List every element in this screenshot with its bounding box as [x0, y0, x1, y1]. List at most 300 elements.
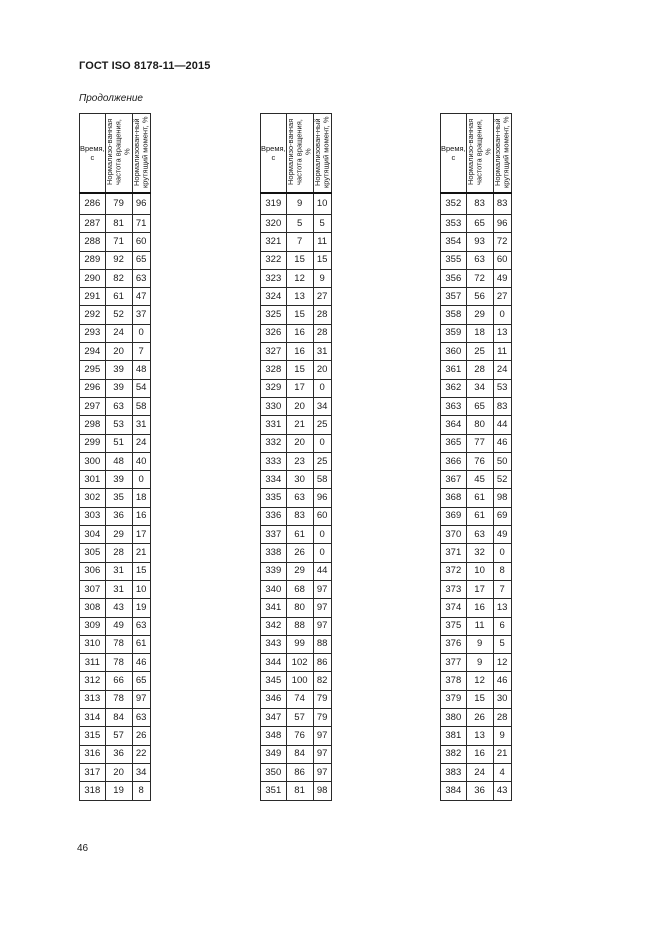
torque-cell: 24 [132, 434, 150, 452]
torque-cell: 30 [493, 690, 511, 708]
torque-cell: 22 [132, 745, 150, 763]
table-row [80, 193, 151, 215]
torque-cell: 0 [313, 379, 331, 397]
torque-cell: 0 [313, 434, 331, 452]
table-row [80, 343, 151, 361]
speed-cell: 78 [105, 654, 132, 672]
time-cell: 311 [80, 654, 106, 672]
torque-cell: 98 [313, 782, 331, 800]
speed-cell: 36 [105, 745, 132, 763]
table-row [80, 397, 151, 415]
torque-cell: 0 [313, 526, 331, 544]
speed-cell: 31 [105, 562, 132, 580]
speed-cell: 26 [466, 709, 493, 727]
speed-cell: 30 [286, 471, 313, 489]
torque-cell: 96 [132, 193, 150, 215]
torque-column-header [313, 114, 331, 194]
table-row [80, 599, 151, 617]
torque-cell: 7 [132, 343, 150, 361]
speed-cell: 21 [286, 416, 313, 434]
torque-cell: 16 [132, 507, 150, 525]
table-row [441, 233, 512, 251]
time-cell: 323 [261, 269, 287, 287]
table-row [80, 489, 151, 507]
table-row [441, 416, 512, 434]
speed-cell: 16 [286, 324, 313, 342]
torque-cell: 58 [132, 397, 150, 415]
time-cell: 353 [441, 215, 467, 233]
speed-cell: 82 [105, 269, 132, 287]
time-cell: 338 [261, 544, 287, 562]
speed-cell: 36 [466, 782, 493, 800]
torque-cell: 79 [313, 690, 331, 708]
table-row [261, 782, 332, 800]
time-cell: 330 [261, 397, 287, 415]
torque-cell: 97 [313, 763, 331, 781]
speed-cell: 63 [105, 397, 132, 415]
speed-cell: 65 [466, 397, 493, 415]
torque-cell: 97 [313, 727, 331, 745]
time-cell: 313 [80, 690, 106, 708]
time-cell: 329 [261, 379, 287, 397]
torque-cell: 7 [493, 580, 511, 598]
speed-cell: 34 [466, 379, 493, 397]
time-cell: 302 [80, 489, 106, 507]
time-cell: 376 [441, 635, 467, 653]
table-row [261, 193, 332, 215]
speed-cell: 53 [105, 416, 132, 434]
table-row [261, 233, 332, 251]
torque-cell: 17 [132, 526, 150, 544]
speed-cell: 49 [105, 617, 132, 635]
speed-cell: 79 [105, 193, 132, 215]
table-row [261, 489, 332, 507]
table-row [441, 193, 512, 215]
time-cell: 368 [441, 489, 467, 507]
torque-cell: 13 [493, 599, 511, 617]
table-row [441, 763, 512, 781]
time-cell: 336 [261, 507, 287, 525]
time-cell: 380 [441, 709, 467, 727]
torque-cell: 18 [132, 489, 150, 507]
time-cell: 289 [80, 251, 106, 269]
time-cell: 317 [80, 763, 106, 781]
torque-cell: 97 [313, 599, 331, 617]
time-cell: 295 [80, 361, 106, 379]
table-row [441, 452, 512, 470]
table-row [80, 288, 151, 306]
speed-cell: 15 [466, 690, 493, 708]
speed-cell: 39 [105, 379, 132, 397]
speed-cell: 86 [286, 763, 313, 781]
speed-cell: 5 [286, 215, 313, 233]
speed-cell: 61 [105, 288, 132, 306]
time-cell: 314 [80, 709, 106, 727]
time-cell: 300 [80, 452, 106, 470]
torque-cell: 37 [132, 306, 150, 324]
torque-cell: 63 [132, 269, 150, 287]
table-row [261, 452, 332, 470]
speed-cell: 52 [105, 306, 132, 324]
torque-cell: 9 [313, 269, 331, 287]
time-cell: 337 [261, 526, 287, 544]
table-row [261, 306, 332, 324]
time-cell: 303 [80, 507, 106, 525]
time-cell: 358 [441, 306, 467, 324]
time-cell: 351 [261, 782, 287, 800]
time-cell: 290 [80, 269, 106, 287]
speed-cell: 72 [466, 269, 493, 287]
table-row [80, 361, 151, 379]
speed-cell: 78 [105, 635, 132, 653]
speed-cell: 28 [105, 544, 132, 562]
time-cell: 299 [80, 434, 106, 452]
torque-cell: 47 [132, 288, 150, 306]
speed-cell: 61 [466, 507, 493, 525]
time-cell: 305 [80, 544, 106, 562]
speed-column-header-text: Нормализо-ванная частота вращения, % [465, 118, 492, 186]
speed-cell: 13 [286, 288, 313, 306]
table-header-row [80, 114, 151, 194]
table-row [261, 288, 332, 306]
time-column-header: Время, с [261, 114, 287, 194]
torque-cell: 13 [493, 324, 511, 342]
speed-cell: 12 [466, 672, 493, 690]
time-cell: 291 [80, 288, 106, 306]
time-cell: 348 [261, 727, 287, 745]
torque-cell: 88 [313, 635, 331, 653]
table-header-row [441, 114, 512, 194]
speed-cell: 80 [466, 416, 493, 434]
torque-cell: 97 [313, 580, 331, 598]
table-row [261, 672, 332, 690]
time-cell: 379 [441, 690, 467, 708]
torque-cell: 8 [132, 782, 150, 800]
document-standard-title: ГОСТ ISO 8178-11—2015 [79, 60, 211, 72]
table-row [80, 269, 151, 287]
speed-cell: 81 [105, 215, 132, 233]
torque-cell: 0 [313, 544, 331, 562]
torque-cell: 60 [313, 507, 331, 525]
table-row [80, 654, 151, 672]
speed-cell: 100 [286, 672, 313, 690]
time-cell: 309 [80, 617, 106, 635]
table-row [441, 599, 512, 617]
speed-cell: 65 [466, 215, 493, 233]
time-column-header: Время, с [80, 114, 106, 194]
speed-cell: 36 [105, 507, 132, 525]
time-cell: 349 [261, 745, 287, 763]
torque-cell: 48 [132, 361, 150, 379]
time-cell: 345 [261, 672, 287, 690]
table-row [80, 690, 151, 708]
speed-cell: 43 [105, 599, 132, 617]
torque-cell: 5 [313, 215, 331, 233]
table-row [441, 434, 512, 452]
speed-cell: 35 [105, 489, 132, 507]
torque-cell: 46 [132, 654, 150, 672]
torque-cell: 86 [313, 654, 331, 672]
time-cell: 378 [441, 672, 467, 690]
table-row [261, 690, 332, 708]
speed-column-header-text: Нормализо-ванная частота вращения, % [104, 118, 131, 186]
speed-cell: 16 [286, 343, 313, 361]
time-cell: 354 [441, 233, 467, 251]
speed-cell: 77 [466, 434, 493, 452]
torque-cell: 21 [493, 745, 511, 763]
speed-cell: 83 [466, 193, 493, 215]
time-cell: 297 [80, 397, 106, 415]
time-cell: 298 [80, 416, 106, 434]
page-number: 46 [77, 843, 89, 854]
time-cell: 356 [441, 269, 467, 287]
torque-cell: 53 [493, 379, 511, 397]
torque-cell: 72 [493, 233, 511, 251]
torque-cell: 60 [132, 233, 150, 251]
speed-cell: 9 [466, 654, 493, 672]
torque-cell: 25 [313, 416, 331, 434]
time-cell: 306 [80, 562, 106, 580]
table-row [261, 727, 332, 745]
speed-cell: 25 [466, 343, 493, 361]
time-cell: 352 [441, 193, 467, 215]
speed-cell: 18 [466, 324, 493, 342]
table-row [261, 416, 332, 434]
torque-column-header-text: Нормализован-ный крутящий момент, % [492, 116, 511, 188]
speed-cell: 13 [466, 727, 493, 745]
table-row [261, 709, 332, 727]
torque-cell: 0 [493, 306, 511, 324]
torque-cell: 63 [132, 709, 150, 727]
time-cell: 377 [441, 654, 467, 672]
table-row [80, 580, 151, 598]
table-row [261, 324, 332, 342]
torque-cell: 58 [313, 471, 331, 489]
table-row [441, 635, 512, 653]
table-row [261, 599, 332, 617]
time-cell: 321 [261, 233, 287, 251]
torque-column-header-text: Нормализован-ный крутящий момент, % [312, 116, 331, 188]
table-row [441, 379, 512, 397]
time-cell: 343 [261, 635, 287, 653]
table-row [261, 471, 332, 489]
torque-cell: 34 [313, 397, 331, 415]
speed-cell: 66 [105, 672, 132, 690]
torque-cell: 79 [313, 709, 331, 727]
speed-cell: 99 [286, 635, 313, 653]
time-cell: 382 [441, 745, 467, 763]
speed-cell: 39 [105, 471, 132, 489]
speed-cell: 63 [466, 526, 493, 544]
speed-cell: 7 [286, 233, 313, 251]
speed-cell: 102 [286, 654, 313, 672]
speed-cell: 39 [105, 361, 132, 379]
time-cell: 344 [261, 654, 287, 672]
torque-cell: 98 [493, 489, 511, 507]
time-cell: 292 [80, 306, 106, 324]
speed-cell: 16 [466, 745, 493, 763]
torque-cell: 25 [313, 452, 331, 470]
table-row [261, 434, 332, 452]
time-cell: 296 [80, 379, 106, 397]
table-row [441, 727, 512, 745]
table-row [441, 471, 512, 489]
torque-cell: 61 [132, 635, 150, 653]
speed-cell: 57 [286, 709, 313, 727]
time-cell: 340 [261, 580, 287, 598]
torque-cell: 15 [313, 251, 331, 269]
torque-cell: 49 [493, 526, 511, 544]
speed-cell: 57 [105, 727, 132, 745]
table-row [80, 233, 151, 251]
time-cell: 332 [261, 434, 287, 452]
table-row [261, 269, 332, 287]
time-cell: 328 [261, 361, 287, 379]
time-cell: 312 [80, 672, 106, 690]
torque-cell: 49 [493, 269, 511, 287]
speed-cell: 88 [286, 617, 313, 635]
speed-column-header [466, 114, 493, 194]
speed-cell: 29 [286, 562, 313, 580]
torque-cell: 65 [132, 251, 150, 269]
speed-cell: 61 [466, 489, 493, 507]
time-cell: 371 [441, 544, 467, 562]
torque-cell: 44 [493, 416, 511, 434]
time-cell: 383 [441, 763, 467, 781]
speed-column-header [105, 114, 132, 194]
time-column-header: Время, с [441, 114, 467, 194]
table-row [441, 489, 512, 507]
speed-cell: 84 [286, 745, 313, 763]
torque-cell: 0 [132, 324, 150, 342]
table-row [261, 526, 332, 544]
speed-cell: 80 [286, 599, 313, 617]
torque-cell: 31 [313, 343, 331, 361]
torque-cell: 31 [132, 416, 150, 434]
time-cell: 322 [261, 251, 287, 269]
speed-cell: 20 [105, 763, 132, 781]
table-row [261, 361, 332, 379]
table-row [261, 580, 332, 598]
torque-cell: 54 [132, 379, 150, 397]
time-cell: 363 [441, 397, 467, 415]
speed-cell: 76 [466, 452, 493, 470]
table-header-row [261, 114, 332, 194]
table-row [80, 562, 151, 580]
time-cell: 373 [441, 580, 467, 598]
speed-cell: 15 [286, 251, 313, 269]
speed-cell: 68 [286, 580, 313, 598]
table-row [441, 672, 512, 690]
speed-cell: 29 [105, 526, 132, 544]
speed-cell: 83 [286, 507, 313, 525]
torque-cell: 43 [493, 782, 511, 800]
time-cell: 346 [261, 690, 287, 708]
table-row [80, 434, 151, 452]
table-row [441, 617, 512, 635]
table-row [441, 361, 512, 379]
table-row [441, 544, 512, 562]
speed-cell: 78 [105, 690, 132, 708]
continuation-label: Продолжение [79, 93, 143, 104]
table-row [441, 782, 512, 800]
torque-cell: 8 [493, 562, 511, 580]
speed-cell: 45 [466, 471, 493, 489]
torque-cell: 20 [313, 361, 331, 379]
time-cell: 319 [261, 193, 287, 215]
table-row [80, 324, 151, 342]
torque-cell: 28 [493, 709, 511, 727]
speed-cell: 76 [286, 727, 313, 745]
time-cell: 316 [80, 745, 106, 763]
time-cell: 364 [441, 416, 467, 434]
table-row [80, 745, 151, 763]
table-row [261, 343, 332, 361]
table-row [261, 745, 332, 763]
table-row [261, 397, 332, 415]
speed-cell: 17 [286, 379, 313, 397]
table-row [261, 544, 332, 562]
torque-cell: 52 [493, 471, 511, 489]
table-row [261, 251, 332, 269]
time-cell: 370 [441, 526, 467, 544]
speed-cell: 12 [286, 269, 313, 287]
time-cell: 324 [261, 288, 287, 306]
time-cell: 335 [261, 489, 287, 507]
torque-cell: 65 [132, 672, 150, 690]
time-cell: 286 [80, 193, 106, 215]
speed-cell: 11 [466, 617, 493, 635]
speed-cell: 71 [105, 233, 132, 251]
torque-cell: 96 [493, 215, 511, 233]
time-cell: 374 [441, 599, 467, 617]
table-row [441, 562, 512, 580]
time-cell: 350 [261, 763, 287, 781]
torque-cell: 24 [493, 361, 511, 379]
table-row [261, 507, 332, 525]
time-cell: 375 [441, 617, 467, 635]
torque-cell: 27 [493, 288, 511, 306]
time-cell: 384 [441, 782, 467, 800]
table-row [441, 215, 512, 233]
table-row [441, 288, 512, 306]
torque-cell: 5 [493, 635, 511, 653]
table-row [261, 562, 332, 580]
torque-cell: 46 [493, 434, 511, 452]
time-cell: 347 [261, 709, 287, 727]
table-row [441, 526, 512, 544]
speed-cell: 48 [105, 452, 132, 470]
table-row [261, 215, 332, 233]
table-row [441, 324, 512, 342]
time-cell: 333 [261, 452, 287, 470]
speed-cell: 16 [466, 599, 493, 617]
time-cell: 334 [261, 471, 287, 489]
torque-cell: 40 [132, 452, 150, 470]
torque-cell: 0 [132, 471, 150, 489]
time-cell: 381 [441, 727, 467, 745]
torque-cell: 11 [493, 343, 511, 361]
time-cell: 367 [441, 471, 467, 489]
speed-cell: 9 [466, 635, 493, 653]
time-cell: 288 [80, 233, 106, 251]
torque-cell: 97 [313, 745, 331, 763]
table-row [261, 763, 332, 781]
speed-cell: 29 [466, 306, 493, 324]
torque-cell: 26 [132, 727, 150, 745]
torque-cell: 10 [132, 580, 150, 598]
table-row [261, 379, 332, 397]
